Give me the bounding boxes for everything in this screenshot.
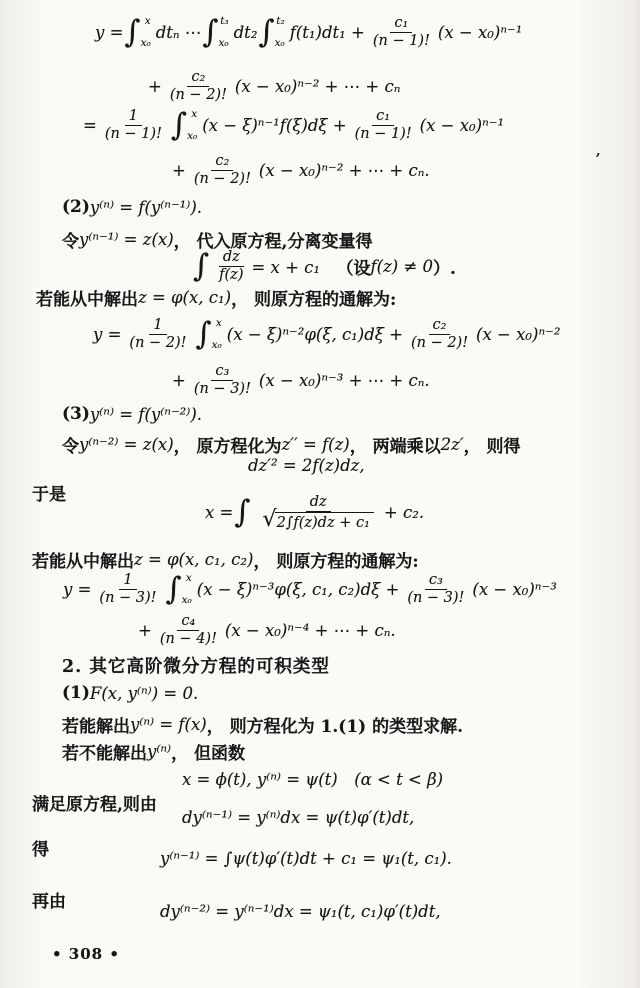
fraction: $\frac{\text{c₂}}{(n - 2)!}$ [169,69,227,103]
math-run: dt₂ [233,22,258,42]
case-3-general-solution [63,572,557,606]
section2-solvable-text [62,712,463,737]
text-run: 若能解出 [62,717,130,737]
case-2-general-solution [93,317,560,351]
integral-sign: ∫ t₃ x₀ [202,13,229,50]
math-run: + [172,160,186,180]
math-run: dz′² = 2f(z)dz, [248,456,365,475]
fraction: dz √ 2∫f(z)dz + c₁ [257,494,380,531]
text-run: (2) [62,197,90,217]
math-run: (x − x₀)ⁿ⁻² + ⋯ + cₙ. [258,160,430,180]
integral-sign: ∫ [234,494,251,531]
text-run: 若不能解出 [62,744,147,764]
case-2-equation [62,197,202,217]
formula-dy-n-minus-2 [160,902,441,921]
formula-dy-n-minus-1 [182,808,414,827]
satisfies-equation-text [32,790,157,815]
formula-parametric [182,766,443,790]
text-run: 再由 [32,892,66,912]
fraction: $\frac{1}{(n - 2)!}$ [129,317,187,351]
text-run: 若能从中解出 [36,290,138,310]
again-label [32,887,66,912]
math-run: z′′ = f(z) [281,435,350,454]
math-run: dtₙ ⋯ [155,22,202,42]
section-2-heading [62,653,330,678]
math-run: (x − x₀)ⁿ⁻² + ⋯ + cₙ [234,76,401,96]
scan-artifact: ʼ [595,150,601,168]
math-run: y = [93,324,122,344]
math-run: (x − x₀)ⁿ⁻³ + ⋯ + cₙ. [258,370,430,390]
fraction: $\frac{\text{c₂}}{(n - 2)!}$ [193,153,251,187]
math-run: (x − ξ)ⁿ⁻²φ(ξ, c₁)dξ + [226,324,403,344]
math-run: (x − x₀)ⁿ⁻¹ [437,22,523,42]
page-number [52,945,120,963]
text-run: ， 代入原方程,分离变量得 [173,232,373,252]
math-run: (x − x₀)ⁿ⁻³ [472,579,557,599]
math-run: y = [63,579,92,599]
text-run: ， 则方程化为 1.(1) 的类型求解. [206,717,464,737]
fraction: $\frac{\text{c₁}}{(n - 1)!}$ [372,15,430,49]
formula-continuation-c2-term-2 [172,153,430,187]
text-run: ， 但函数 [171,744,246,764]
formula-single-integral-form [83,108,504,142]
case-3-substitution-text [62,432,521,457]
math-run: x = [205,503,234,523]
math-run: z = φ(x, c₁, c₂) [134,550,254,569]
formula-separated-variables [192,249,456,283]
math-run: (x − ξ)ⁿ⁻¹f(ξ)dξ + [202,115,347,135]
integral-sign: ∫ x x₀ [170,106,198,143]
get-label [32,835,49,860]
text-run: ， 则原方程的通解为: [231,290,397,310]
math-run: f(z) ≠ 0 [370,256,434,276]
integral-sign: ∫ t₂ x₀ [258,13,285,50]
math-run: y⁽ⁿ⁾ = f(y⁽ⁿ⁻¹⁾). [89,197,203,217]
math-run: y⁽ⁿ⁻¹⁾ = z(x) [79,230,174,249]
text-run: • 308 • [52,945,120,963]
text-run: 满足原方程,则由 [32,795,157,815]
fraction: $\frac{\text{c₁}}{(n - 1)!}$ [354,108,412,142]
text-run: 令 [62,232,79,252]
math-run: y⁽ⁿ⁾ = f(y⁽ⁿ⁻²⁾). [89,404,203,424]
fraction: $\frac{1}{(n - 3)!}$ [99,572,157,606]
case-2-solution-continuation [172,363,430,397]
section2-case-1-equation [62,683,198,703]
formula-y-n-minus-1 [160,849,452,868]
integral-sign: ∫ [193,247,210,284]
math-run: + [172,370,186,390]
fraction: $\frac{\text{c₃}}{(n - 3)!}$ [193,363,251,397]
case-3-solve-text [32,547,419,572]
fraction: $\frac{\text{c₂}}{(n - 2)!}$ [410,317,469,351]
integral-sign: ∫ x x₀ [124,13,151,50]
integral-sign: ∫ x x₀ [165,570,192,607]
text-run: ， 原方程化为 [173,437,282,457]
text-run: ， 则原方程的通解为: [253,552,419,572]
math-run: + [148,76,162,96]
text-run: 若能从中解出 [32,552,134,572]
math-run: f(t₁)dt₁ + [289,22,365,42]
math-run: F(x, y⁽ⁿ⁾) = 0. [89,683,199,703]
text-run: (3) [62,404,90,424]
square-root: √ 2∫f(z)dz + c₁ [263,512,374,532]
fraction: $\frac{1}{(n - 1)!}$ [104,108,162,142]
integral-sign: ∫ x x₀ [195,315,222,352]
case-3-solution-continuation [138,613,396,647]
math-run: (x − ξ)ⁿ⁻³φ(ξ, c₁, c₂)dξ + [196,579,400,599]
math-run: z = φ(x, c₁) [138,288,232,307]
text-run: ， 则得 [463,437,521,457]
thus-label [32,480,66,505]
fraction: $\frac{\text{c₃}}{(n - 3)!}$ [407,572,465,606]
math-run: 2z′ [440,435,464,454]
math-run: (x − x₀)ⁿ⁻¹ [419,115,505,135]
text-run: 2. 其它高阶微分方程的可积类型 [62,657,330,677]
text-run: （设 [336,258,371,279]
math-run: y⁽ⁿ⁾ [147,742,172,761]
text-run: ， 两端乘以 [349,437,441,457]
section2-not-solvable-text [62,739,245,764]
math-run: dy⁽ⁿ⁻¹⁾ = y⁽ⁿ⁾dx = ψ(t)φ′(t)dt, [182,808,415,827]
case-2-solve-text [36,285,396,310]
formula-general-solution-n-integrals [95,15,522,49]
text-run: (1) [62,683,90,703]
fraction: $\frac{\text{c₄}}{(n - 4)!}$ [159,613,217,647]
text-run: 于是 [32,485,66,505]
math-run: (x − x₀)ⁿ⁻² [476,324,561,344]
math-run: x = ϕ(t), y⁽ⁿ⁾ = ψ(t) (α < t < β) [182,770,444,789]
math-run: dy⁽ⁿ⁻²⁾ = y⁽ⁿ⁻¹⁾dx = ψ₁(t, c₁)φ′(t)dt, [160,902,441,921]
case-3-equation [62,404,202,424]
math-run: = [83,115,97,135]
fraction: $\frac{dz}{f(z)}$ [219,249,244,283]
math-run: y⁽ⁿ⁾ = f(x) [130,715,207,734]
math-run: + [138,620,152,640]
text-run: 令 [62,437,79,457]
formula-continuation-c2-term [148,69,400,103]
math-run: + c₂. [383,503,425,523]
text-run: ）. [433,258,456,279]
math-run: = x + c₁ [251,258,337,278]
math-run: y = [95,22,124,42]
text-run: 得 [32,840,49,860]
math-run: y⁽ⁿ⁻²⁾ = z(x) [79,435,174,454]
math-run: y⁽ⁿ⁻¹⁾ = ∫ψ(t)φ′(t)dt + c₁ = ψ₁(t, c₁). [160,849,452,868]
formula-x-integral-sqrt [205,494,424,531]
formula-dz-prime-squared [248,456,365,475]
math-run: (x − x₀)ⁿ⁻⁴ + ⋯ + cₙ. [224,620,396,640]
